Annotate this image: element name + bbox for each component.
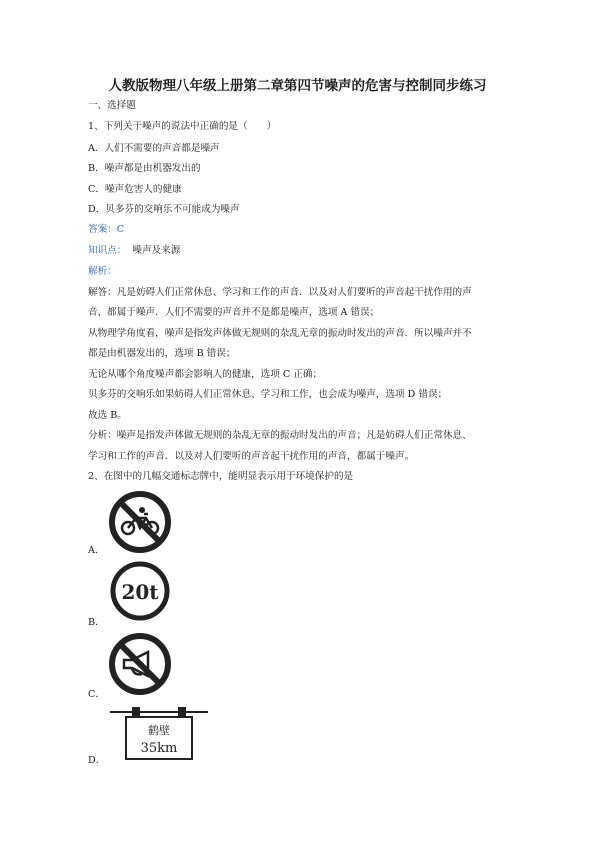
q1-analysis-label: 解析： — [88, 266, 117, 277]
q1-option-d: D．贝多芬的交响乐不可能成为噪声 — [88, 204, 240, 215]
question-1-stem: 1、下列关于噪声的说法中正确的是（ ） — [88, 121, 277, 132]
distance-sign — [110, 706, 208, 762]
question-2-stem: 2、在图中的几幅交通标志牌中，能明显表示用于环境保护的是 — [88, 471, 354, 482]
q1-option-b: B．噪声都是由机器发出的 — [88, 163, 201, 174]
no-motorcycle-sign — [108, 490, 172, 554]
page-title: 人教版物理八年级上册第二章第四节噪声的危害与控制同步练习 — [108, 78, 487, 94]
no-honking-sign — [108, 632, 172, 696]
q1-option-c: C．噪声危害人的健康 — [88, 184, 182, 195]
analysis-line: 从物理学角度看，噪声是指发声体做无规则的杂乱无章的振动时发出的声音．所以噪声并不 — [88, 328, 472, 339]
destination-text: 鹤壁 — [148, 724, 170, 737]
knowledge-label: 知识点： — [88, 245, 127, 256]
distance-text: 35km — [140, 741, 178, 756]
weight-limit-text: 20t — [121, 580, 159, 604]
q1-option-a: A．人们不需要的声音都是噪声 — [88, 143, 220, 154]
analysis-line: 都是由机器发出的，选项 B 错误； — [88, 348, 236, 359]
analysis-line: 音，都属于噪声．人们不需要的声音并不是都是噪声，选项 A 错误； — [88, 307, 380, 318]
section-heading: 一、选择题 — [88, 100, 136, 111]
q1-answer: 答案：C — [88, 224, 125, 235]
q2-label-a: A． — [88, 545, 105, 556]
q2-label-c: C． — [88, 689, 105, 700]
analysis-line: 贝多芬的交响乐如果妨碍人们正常休息、学习和工作，也会成为噪声，选项 D 错误； — [88, 389, 448, 400]
q2-label-b: B． — [88, 617, 105, 628]
analysis-line: 无论从哪个角度噪声都会影响人的健康，选项 C 正确； — [88, 369, 323, 380]
weight-limit-sign — [110, 561, 170, 621]
analysis-line: 分析：噪声是指发声体做无规则的杂乱无章的振动时发出的声音；凡是妨碍人们正常休息、 — [88, 430, 472, 441]
q1-knowledge — [88, 244, 180, 257]
analysis-line: 解答：凡是妨碍人们正常休息、学习和工作的声音．以及对人们要听的声音起干扰作用的声 — [88, 287, 472, 298]
q2-label-d: D． — [88, 755, 106, 766]
knowledge-value: 噪声及来源 — [132, 245, 181, 256]
analysis-line: 学习和工作的声音．以及对人们要听的声音起干扰作用的声音，都属于噪声。 — [88, 451, 415, 462]
analysis-line: 故选 B。 — [88, 410, 127, 421]
